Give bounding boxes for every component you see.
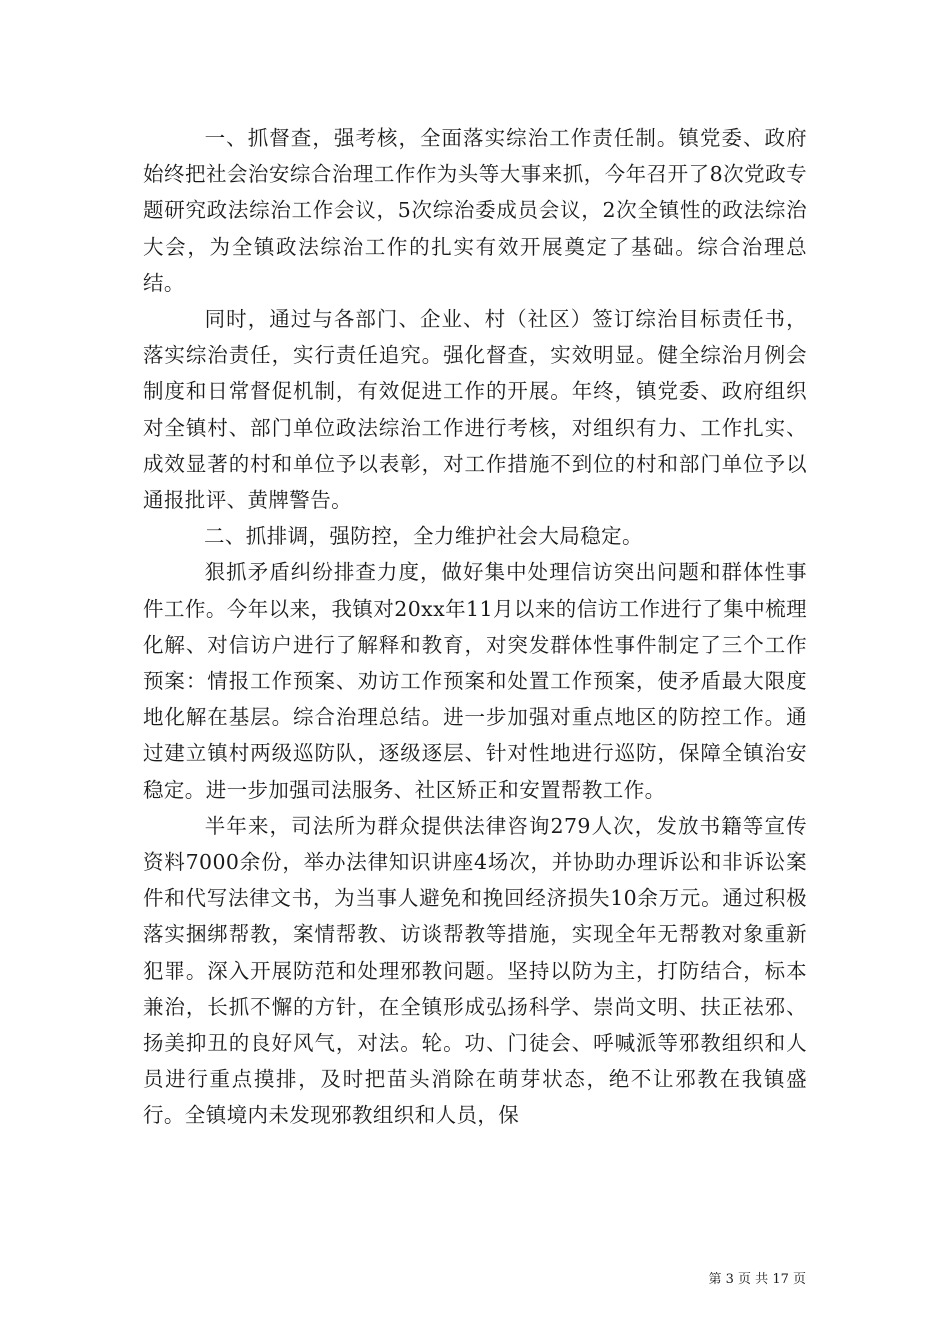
paragraph-2	[143, 301, 807, 518]
paragraph-1-text: 一、抓督查，强考核，全面落实综治工作责任制。镇党委、政府始终把社会治安综合治理工作作为头等大事来抓，今年召开了8次党政专题研究政法综治工作会议，5次综治委成员会议，2次全镇性的政法综治大会，为全镇政法综治工作的扎实有效开展奠定了基础。综合治理总结。	[143, 126, 807, 295]
paragraph-5-text: 半年来，司法所为群众提供法律咨询279人次，发放书籍等宣传资料7000余份，举办法律知识讲座4场次，并协助办理诉讼和非诉讼案件和代写法律文书，为当事人避免和挽回经济损失10余万元。通过积极落实捆绑帮教，案情帮教、访谈帮教等措施，实现全年无帮教对象重新犯罪。深入开展防范和处理邪教问题。坚持以防为主，打防结合，标本兼治，长抓不懈的方针，在全镇形成弘扬科学、崇尚文明、扶正祛邪、扬美抑丑的良好风气，对法。轮。功、门徒会、呼喊派等邪教组织和人员进行重点摸排，及时把苗头消除在萌芽状态，绝不让邪教在我镇盛行。全镇境内未发现邪教组织和人员，保	[143, 813, 807, 1128]
paragraph-4	[143, 554, 807, 807]
document-body	[143, 120, 807, 1134]
paragraph-1	[143, 120, 807, 301]
paragraph-3-text: 二、抓排调，强防控，全力维护社会大局稳定。	[204, 524, 643, 549]
page-number-footer: 第 3 页 共 17 页	[708, 1272, 806, 1287]
paragraph-4-text: 狠抓矛盾纠纷排查力度，做好集中处理信访突出问题和群体性事件工作。今年以来，我镇对20xx年11月以来的信访工作进行了集中梳理化解、对信访户进行了解释和教育，对突发群体性事件制定了三个工作预案：情报工作预案、劝访工作预案和处置工作预案，使矛盾最大限度地化解在基层。综合治理总结。进一步加强对重点地区的防控工作。通过建立镇村两级巡防队，逐级逐层、针对性地进行巡防，保障全镇治安稳定。进一步加强司法服务、社区矫正和安置帮教工作。	[143, 560, 807, 802]
paragraph-2-text: 同时，通过与各部门、企业、村（社区）签订综治目标责任书，落实综治责任，实行责任追究。强化督查，实效明显。健全综治月例会制度和日常督促机制，有效促进工作的开展。年终，镇党委、政府组织对全镇村、部门单位政法综治工作进行考核，对组织有力、工作扎实、成效显著的村和单位予以表彰，对工作措施不到位的村和部门单位予以通报批评、黄牌警告。	[143, 307, 807, 513]
paragraph-3-heading	[143, 518, 807, 554]
paragraph-5	[143, 808, 807, 1134]
